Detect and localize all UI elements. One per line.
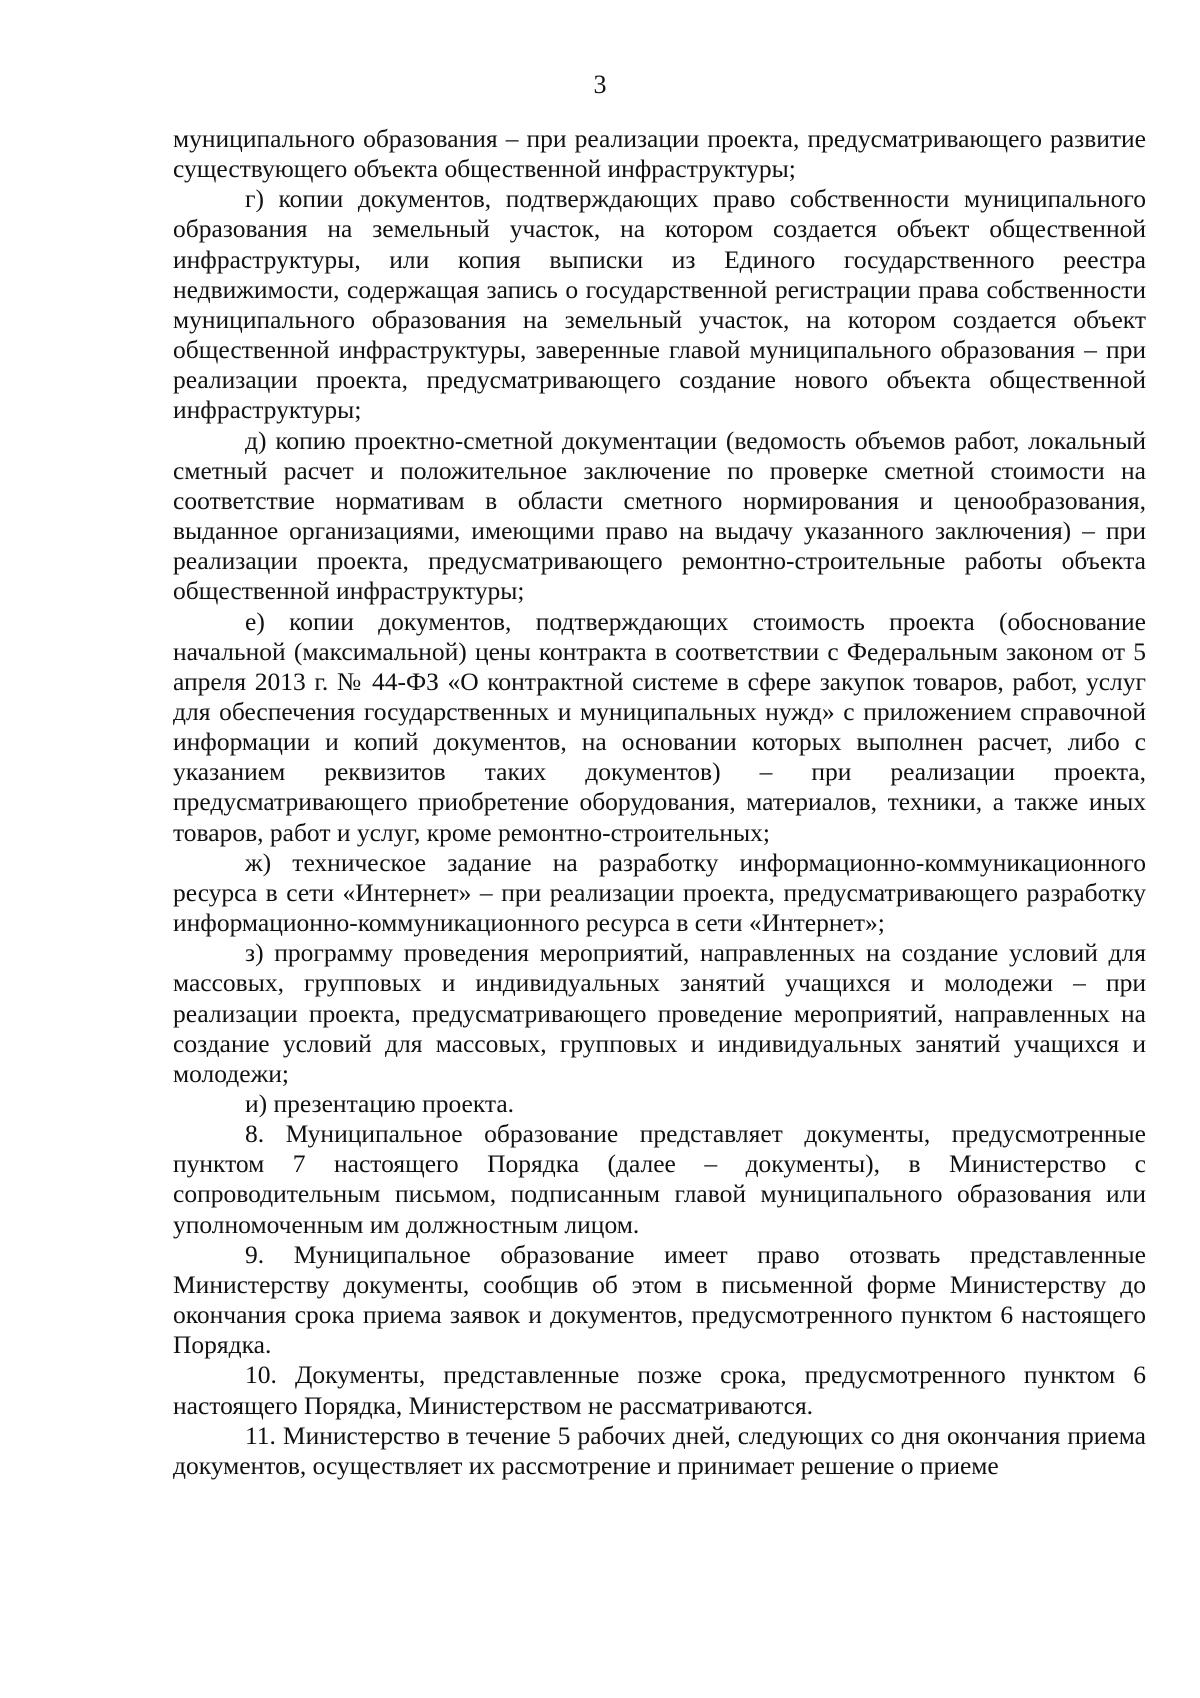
paragraph-item-z: з) программу проведения мероприятий, направленных на создание условий для массовых, групповых и индивидуальных занятий учащихся и молодежи – при реализации проекта, предусматривающего проведение мероприятий, направленных на создание условий для массовых, групповых и индивидуальных занятий учащихся и молодежи;: [173, 938, 1146, 1088]
paragraph-continuation: муниципального образования – при реализации проекта, предусматривающего развитие существующего объекта общественной инфраструктуры;: [173, 124, 1146, 184]
paragraph-item-zh: ж) техническое задание на разработку информационно-коммуникационного ресурса в сети «Интернет» – при реализации проекта, предусматривающего разработку информационно-коммуникационного ресурса в сети «Интернет»;: [173, 847, 1146, 938]
document-body: [173, 124, 1146, 1481]
paragraph-item-i: и) презентацию проекта.: [245, 1089, 515, 1118]
paragraph-item-d: д) копию проектно-сметной документации (ведомость объемов работ, локальный сметный расчет и положительное заключение по проверке сметной стоимости на соответствие нормативам в области сметного нормирования и ценообразования, выданное организациями, имеющими право на выдачу указанного заключения) – при реализации проекта, предусматривающего ремонтно-строительные работы объекта общественной инфраструктуры;: [173, 425, 1146, 606]
paragraph-item-e: е) копии документов, подтверждающих стоимость проекта (обоснование начальной (максимальной) цены контракта в соответствии с Федеральным законом от 5 апреля 2013 г. № 44-ФЗ «О контрактной системе в сфере закупок товаров, работ, услуг для обеспечения государственных и муниципальных нужд» с приложением справочной информации и копий документов, на основании которых выполнен расчет, либо с указанием реквизитов таких документов) – при реализации проекта, предусматривающего приобретение оборудования, материалов, техники, а также иных товаров, работ и услуг, кроме ремонтно-строительных;: [173, 606, 1146, 847]
page-number: 3: [593, 70, 607, 99]
paragraph-item-g: г) копии документов, подтверждающих право собственности муниципального образования на земельный участок, на котором создается объект общественной инфраструктуры, или копия выписки из Единого государственного реестра недвижимости, содержащая запись о государственной регистрации права собственности муниципального образования на земельный участок, на котором создается объект общественной инфраструктуры, заверенные главой муниципального образования – при реализации проекта, предусматривающего создание нового объекта общественной инфраструктуры;: [173, 184, 1146, 425]
paragraph-clause-9: 9. Муниципальное образование имеет право отозвать представленные Министерству документы, сообщив об этом в письменной форме Министерству до окончания срока приема заявок и документов, предусмотренного пунктом 6 настоящего Порядка.: [173, 1239, 1146, 1360]
paragraph-clause-11: 11. Министерство в течение 5 рабочих дней, следующих со дня окончания приема документов, осуществляет их рассмотрение и принимает решение о приеме: [173, 1420, 1146, 1480]
paragraph-clause-8: 8. Муниципальное образование представляет документы, предусмотренные пунктом 7 настоящего Порядка (далее – документы), в Министерство с сопроводительным письмом, подписанным главой муниципального образования или уполномоченным им должностным лицом.: [173, 1119, 1146, 1239]
paragraph-clause-10: 10. Документы, представленные позже срока, предусмотренного пунктом 6 настоящего Порядка, Министерством не рассматриваются.: [173, 1360, 1146, 1420]
